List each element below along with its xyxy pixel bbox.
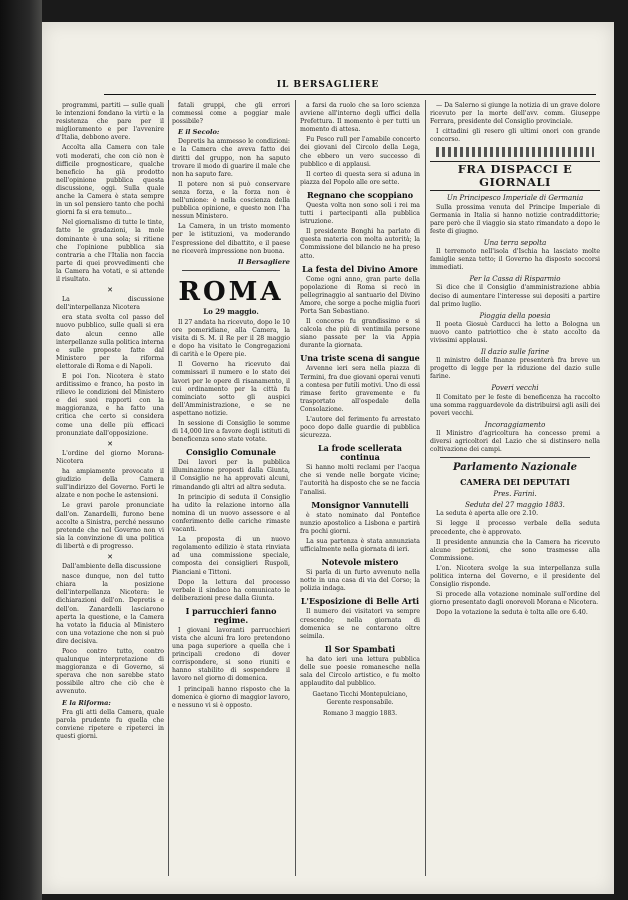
masthead-rule [104, 94, 596, 95]
chamber-heading: CAMERA DEI DEPUTATI [460, 477, 570, 488]
paragraph: Si legge il processo verbale della seduta precedente, che è approvato. [430, 520, 600, 536]
paragraph: Il corteo di questa sera si aduna in piazza del Popolo alle ore sette. [300, 170, 420, 186]
paragraph: Il Ministro d'agricoltura ha concesso premi a diversi agricoltori del Lazio che si distinsero nella coltivazione dei campi. [430, 429, 600, 454]
paragraph: Questa volta non sono soli i rei ma tutti i partecipanti alla pubblica istruzione. [300, 201, 420, 226]
paragraph: Il terremoto nell'isola d'Ischia ha lasciato molte famiglie senza tetto; il Governo ha disposto soccorsi immediati. [430, 248, 600, 272]
subsection-heading: Pioggia della poesia [479, 311, 551, 320]
paragraph: Il potere non si può conservare senza forza, e la forza non è nell'unione: è nella coscienza della pubblica opinione, e questo non l'ha nessun Ministero. [172, 180, 290, 221]
paragraph: Dopo la lettura del processo verbale il sindaco ha comunicato le deliberazioni prese dalla Giunta. [172, 578, 290, 602]
column-divider [295, 100, 296, 876]
paragraph: Il 27 andata ha ricevuto, dopo le 10 ore pomeridiane, alla Camera, la visita di S. M. il Re per il 28 maggio e dopo ha visitato le Congregazioni di carità e le Opere pie. [172, 318, 290, 359]
section-lead: Dall'ambiente della discussione [62, 563, 162, 571]
paragraph: Dopo la votazione la seduta è tolta alle ore 6.40. [436, 609, 588, 617]
paragraph: Il poeta Giosuè Carducci ha letto a Bologna un nuovo canto patriottico che è stato accolto da vivissimi applausi. [430, 320, 600, 344]
paragraph: La sua partenza è stata annunziata ufficialmente nella giornata di ieri. [300, 537, 420, 554]
newspaper-page [42, 22, 614, 894]
paragraph: La proposta di un nuovo regolamento edilizio è stata rinviata ad una commissione speciale, composta dei consiglieri Ruspoli, Pianciani e Tittoni. [172, 536, 290, 576]
subsection-heading: Incoraggiamento [484, 420, 546, 429]
paragraph: Come ogni anno, gran parte della popolazione di Roma si recò in pellegrinaggio al santuario del Divino Amore, che sorge a poche miglia fuori Porta San Sebastiano. [300, 275, 420, 315]
section-separator: ✕ [107, 552, 113, 561]
paragraph: Il presidente Bonghi ha parlato di questa materia con molta autorità; la Commissione del bilancio ne ha preso atto. [300, 228, 420, 260]
article-signature: Il Bersagliere [237, 257, 290, 266]
section-title-parlamento: Parlamento Nazionale [453, 462, 577, 474]
session-date: Seduta del 27 maggio 1883. [465, 501, 565, 510]
dateline: Lo 29 maggio. [203, 306, 259, 316]
paragraph: Fu Pesco rull per l'amabile concerto dei giovani del Circolo della Lega, che ebbero un vero successo di pubblico e di applausi. [300, 136, 420, 168]
paragraph: Fra gli atti della Camera, quale parola prudente fu quella che conviene ripetere e ripeterci in questi giorni. [56, 708, 164, 740]
paragraph: Il presidente annunzia che la Camera ha ricevuto alcune petizioni, che sono trasmesse alla Commissione. [430, 538, 600, 562]
president-line: Pres. Farini. [493, 490, 537, 499]
paragraph: è stato nominato dal Pontefice nunzio apostolico a Lisbona e partirà fra pochi giorni. [300, 511, 420, 535]
paragraph: Depretis ha ammesso le condizioni: e la Camera che aveva fatto dei diritti del gruppo, non ha saputo trovare il modo di guarire il male che non ha saputo fare. [172, 138, 290, 178]
masthead: IL BERSAGLIERE [276, 80, 380, 90]
column-divider [425, 100, 426, 876]
paragraph: Si hanno molti reclami per l'acqua che si vende nelle borgate vicine; l'autorità ha disposto che se ne faccia l'analisi. [300, 464, 420, 496]
section-separator: ✕ [107, 439, 113, 448]
paragraph: Nel giornalismo di tutte le tinte, fatte le gradazioni, la mole dominante è una sola; si ritiene che l'opinione pubblica sia contraria a che l'Italia non faccia parte di quei provvedimenti che la Camera ha votati, e si attende il risultato. [56, 219, 164, 283]
scan-edge [0, 0, 42, 900]
paragraph: Si procede alla votazione nominale sull'ordine del giorno presentato dagli onorevoli Morana e Nicotera. [430, 591, 600, 607]
section-heading: Monsignor Vannutelli [311, 499, 409, 510]
subsection-heading: Poveri vecchi [491, 384, 539, 393]
paragraph: Poco contro tutto, contro qualunque interpretazione di maggioranza e di Governo, si sperava che non sarebbe stato possibile altro che ciò che è avvenuto. [56, 648, 164, 696]
column-divider [168, 100, 169, 876]
paragraph: Il Governo ha ricevuto dai commissari il numero e lo stato dei lavori per le opere di risanamento, il cui ordinamento per la città fu cominciato sotto gli auspici dell'Amministrazione, e se ne aspettano notizie. [172, 361, 290, 417]
paragraph: ha dato ieri una lettura pubblica delle sue poesie romanesche nella sala del Circolo artistico, e fu molto applaudito dal pubblico. [300, 655, 420, 688]
column-3 [300, 102, 420, 876]
section-heading: L'Esposizione di Belle Arti [300, 596, 420, 607]
gerente-signature: Gaetano Ticchi Montepulciano, Gerente responsabile. [312, 691, 408, 707]
section-heading: Una triste scena di sangue [300, 353, 420, 364]
paragraph: La seduta è aperta alle ore 2.10. [436, 510, 539, 518]
paragraph: La Camera, in un tristo momento per le istituzioni, va moderando l'espressione del dibattito, e il paese ne riceverà impressione non buona. [172, 223, 290, 255]
section-heading: Regnano che scoppiano [306, 189, 414, 200]
section-lead: La discussione dell'interpellanza Nicotera [56, 296, 164, 312]
section-banner: FRA DISPACCI E GIORNALI [430, 161, 600, 191]
print-date: Romano 3 maggio 1883. [322, 710, 398, 718]
section-lead: L'ordine del giorno Morana-Nicotera [56, 449, 164, 465]
paragraph: Le gravi parole pronunciate dall'on. Zanardelli, furono bene accolte a Sinistra, perché nessuno pretende che nel Governo non vi sia la convinzione di una politica di libertà e di progresso. [56, 502, 164, 550]
section-heading: Il Sor Spambati [324, 643, 396, 654]
rule [440, 457, 590, 458]
paragraph: a farsi da ruolo che sa loro scienza avviene all'interno degli uffici della Prefettura. Il momento è per tutti un momento di attesa. [300, 102, 420, 134]
subsection-heading: Per la Cassa di Risparmio [469, 275, 561, 284]
section-heading: La festa del Divino Amore [302, 263, 418, 274]
subsection-heading: Il dazio sulle farine [480, 348, 550, 357]
ornament-rule [436, 147, 594, 157]
section-heading: La frode scellerata continua [318, 443, 402, 463]
paragraph: Dei lavori per la pubblica illuminazione proposti dalla Giunta, il Consiglio ne ha approvati alcuni, rimandando gli altri ad altra seduta. [172, 459, 290, 491]
paragraph: — Da Salerno si giunge la notizia di un grave dolore ricevuto per la morte dell'avv. comm. Giuseppe Ferrara, presidente del Consiglio provinciale. [430, 102, 600, 126]
paragraph: I cittadini gli resero gli ultimi onori con grande concorso. [430, 128, 600, 144]
paragraph: ha ampiamente provocato il giudizio della Camera sull'indirizzo del Governo. Forti le alzate e non poche le astensioni. [56, 468, 164, 500]
paragraph: era stata svolta col passo del nuovo pubblico, sulle quali si era dato alcun cenno alle interpellanze sulla politica interna e sulle proposte fatte dal Ministero per la riforma elettorale di Roma e di Napoli. [56, 314, 164, 370]
paragraph: fatali gruppi, che gli errori commessi come a poggiar male possibile? [172, 102, 290, 126]
paragraph: Il numero dei visitatori va sempre crescendo; nella giornata di domenica se ne contarono oltre seimila. [300, 608, 420, 640]
paragraph: nasce dunque, non del tutto chiara la posizione dell'interpellanza Nicotera: le dichiarazioni dell'on. Depretis e dell'on. Zanardelli lasciarono aperta la questione, e la Camera ha votato la fiducia al Ministero con una votazione che non si può dire decisiva. [56, 573, 164, 645]
quote-source: E il Secolo: [178, 128, 220, 137]
paragraph: Il concorso fu grandissimo e si calcola che più di ventimila persone siano passate per la via Appia durante la giornata. [300, 318, 420, 350]
paragraph: Accolta alla Camera con tale voti moderati, che con ciò non è difficile prognosticare, qualche beneficio ha già prodotto nell'opinione pubblica questa discussione, oggi. Sulla quale anche la Camera è stata sempre in un sol pensiero tanto che pochi giorni fa si era temuto... [56, 144, 164, 217]
paragraph: Avvenne ieri sera nella piazza di Termini, fra due giovani operai venuti a contesa per futili motivi. Uno di essi rimase ferito gravemente e fu trasportato all'ospedale della Consolazione. [300, 365, 420, 413]
section-heading: Consiglio Comunale [186, 447, 276, 458]
paragraph: Sulla prossima venuta del Principe Imperiale di Germania in Italia si hanno notizie contraddittorie; pare però che il viaggio sia stato rimandato a dopo le feste di giugno. [430, 203, 600, 235]
section-heading: Notevole mistero [321, 557, 399, 568]
paragraph: Si parla di un furto avvenuto nella notte in una casa di via del Corso; la polizia indaga. [300, 569, 420, 593]
quote-source: E la Riforma: [62, 698, 111, 707]
paragraph: Il Comitato per le feste di beneficenza ha raccolto una somma ragguardevole da distribuirsi agli asili dei poveri vecchi. [430, 393, 600, 417]
section-heading: I parrucchieri fanno regime. [185, 605, 277, 625]
column-2 [172, 102, 290, 876]
rule [182, 270, 280, 271]
paragraph: In sessione di Consiglio le somme di 14,000 lire a favore degli istituti di beneficenza sono state votate. [172, 420, 290, 444]
paragraph: programmi, partiti — sulle quali le intenzioni fondano la virtù e la resistenza che pare per il miglioramento e per l'avvenire d'Italia, debbono avere. [56, 102, 164, 142]
paragraph: E poi l'on. Nicotera è stato arditissimo e franco, ha posto in rilievo le condizioni del Ministero e dei suoi rapporti con la maggioranza, e ha fatto una critica che certo si considera come una delle più efficaci pronunziate dall'opposizione. [56, 373, 164, 437]
paragraph: Il ministro delle finanze presenterà fra breve un progetto di legge per la riduzione del dazio sulle farine. [430, 357, 600, 381]
column-1 [56, 102, 164, 876]
section-separator: ✕ [107, 286, 113, 295]
paragraph: In principio di seduta il Consiglio ha udito la relazione intorno alla nomina di un nuovo assessore e al conferimento delle cariche rimaste vacanti. [172, 493, 290, 534]
paragraph: L'autore del ferimento fu arrestato poco dopo dalle guardie di pubblica sicurezza. [300, 416, 420, 440]
section-title-roma: ROMA [178, 276, 284, 307]
paragraph: I principali hanno risposto che la domenica è giorno di maggior lavoro, e nessuno vi si è opposto. [172, 685, 290, 709]
subsection-heading: Un Principesco Imperiale di Germania [446, 194, 584, 203]
paragraph: I giovani lavoranti parrucchieri vista che alcuni fra loro pretendono una paga superiore a quella che i principali credono di dover corrispondere, si sono riuniti e hanno stabilito di sospendere il lavoro nel giorno di domenica. [172, 626, 290, 683]
column-4 [430, 102, 600, 876]
subsection-heading: Una terra sepolta [483, 238, 547, 247]
paragraph: Si dice che il Consiglio d'amministrazione abbia deciso di aumentare l'interesse sui depositi a partire dal primo luglio. [430, 284, 600, 308]
paragraph: L'on. Nicotera svolge la sua interpellanza sulla politica interna del Governo, e il presidente del Consiglio risponde. [430, 564, 600, 589]
